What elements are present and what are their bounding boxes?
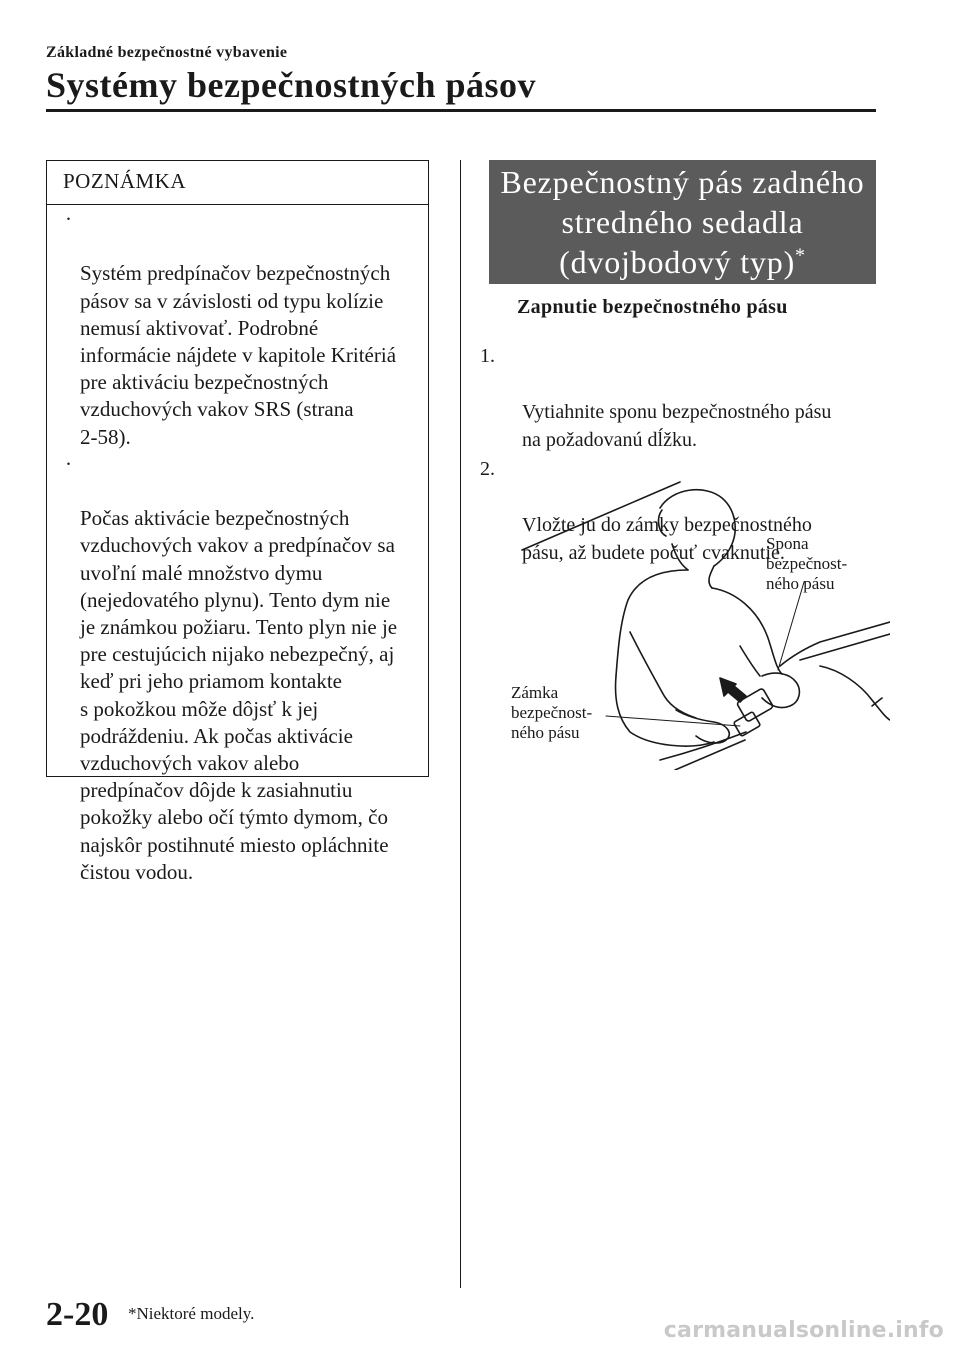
- neck-outline: [709, 566, 714, 588]
- step-number: 2.: [480, 458, 495, 480]
- note-list: [47, 206, 428, 886]
- note-item: [47, 206, 428, 451]
- back-outline: [616, 570, 688, 676]
- title-rule: [46, 109, 876, 112]
- section-heading-line: [489, 242, 876, 282]
- arm-outline: [712, 588, 782, 674]
- lap-outline: [616, 676, 714, 746]
- page-title: Systémy bezpečnostných pásov: [46, 65, 537, 105]
- left-arm-outline: [630, 632, 696, 718]
- callout-leader-latch: [606, 716, 740, 726]
- note-title: POZNÁMKA: [63, 169, 187, 193]
- callout-latch: Zámka bezpečnost- ného pásu: [511, 683, 593, 742]
- left-hand: [676, 710, 729, 743]
- head-outline: [660, 490, 735, 566]
- belt-webbing-top-2: [800, 634, 890, 660]
- neck-back: [672, 544, 688, 570]
- bullet-icon: ·: [65, 451, 72, 476]
- belt-webbing-top: [780, 622, 890, 666]
- bullet-icon: ·: [65, 207, 72, 231]
- note-item: [47, 451, 428, 886]
- seat-back-line: [522, 482, 680, 550]
- note-item-text: Systém predpínačov bezpečnostných pásov sa v závislosti od typu kolízie nemusí aktivovať. Podrobné informácie nájdete v kapitole Kritériá pre aktiváciu bezpečnostných vzduchových vakov SRS (strana 2-58).: [80, 261, 397, 449]
- section-heading-text: (dvojbodový typ): [559, 244, 796, 280]
- step-text: Vytiahnite sponu bezpečnostného pásu na požadovanú dĺžku.: [522, 401, 832, 451]
- column-divider: [460, 160, 461, 1288]
- right-hand: [762, 673, 799, 707]
- step-number: 1.: [480, 345, 495, 367]
- page-number: 2-20: [46, 1296, 109, 1333]
- note-divider: [47, 204, 428, 205]
- step-text: Vložte ju do zámky bezpečnostného pásu, až budete počuť cvaknutie.: [522, 514, 812, 564]
- section-heading-line: Bezpečnostný pás zadného: [500, 164, 865, 200]
- latch-body: [733, 712, 760, 737]
- footnote-marker: *: [795, 244, 806, 267]
- subheading: Zapnutie bezpečnostného pásu: [517, 296, 788, 318]
- callout-buckle: Spona bezpečnost- ného pásu: [766, 534, 848, 593]
- section-heading-line: stredného sedadla: [561, 204, 804, 240]
- section-heading: [489, 160, 876, 284]
- section-label: Základné bezpečnostné vybavenie: [46, 44, 288, 61]
- seat-cushion: [820, 666, 890, 720]
- ear-outline: [659, 510, 666, 536]
- arm-fold: [740, 646, 760, 676]
- watermark: carmanualsonline.info: [663, 1318, 944, 1343]
- note-box: [46, 160, 429, 884]
- note-item-text: Počas aktivácie bezpečnostných vzduchových vakov a predpínačov sa uvoľní malé množstvo dymu (nejedovatého plynu). Tento dym nie je známkou požiaru. Tento plyn nie je pre cestujúcich nijako nebezpečný, aj keď pri jeho priamom kontakte s pokožkou môže dôjsť k jej podráždeniu. Ak počas aktivácie vzduchových vakov alebo predpínačov dôjde k zasiahnutiu pokožky alebo očí týmto dymom, čo najskôr postihnuté miesto opláchnite čistou vodou.: [80, 506, 398, 884]
- footnote: *Niektoré modely.: [128, 1304, 255, 1323]
- insert-arrow-icon: [720, 678, 746, 702]
- step-item: [480, 342, 880, 454]
